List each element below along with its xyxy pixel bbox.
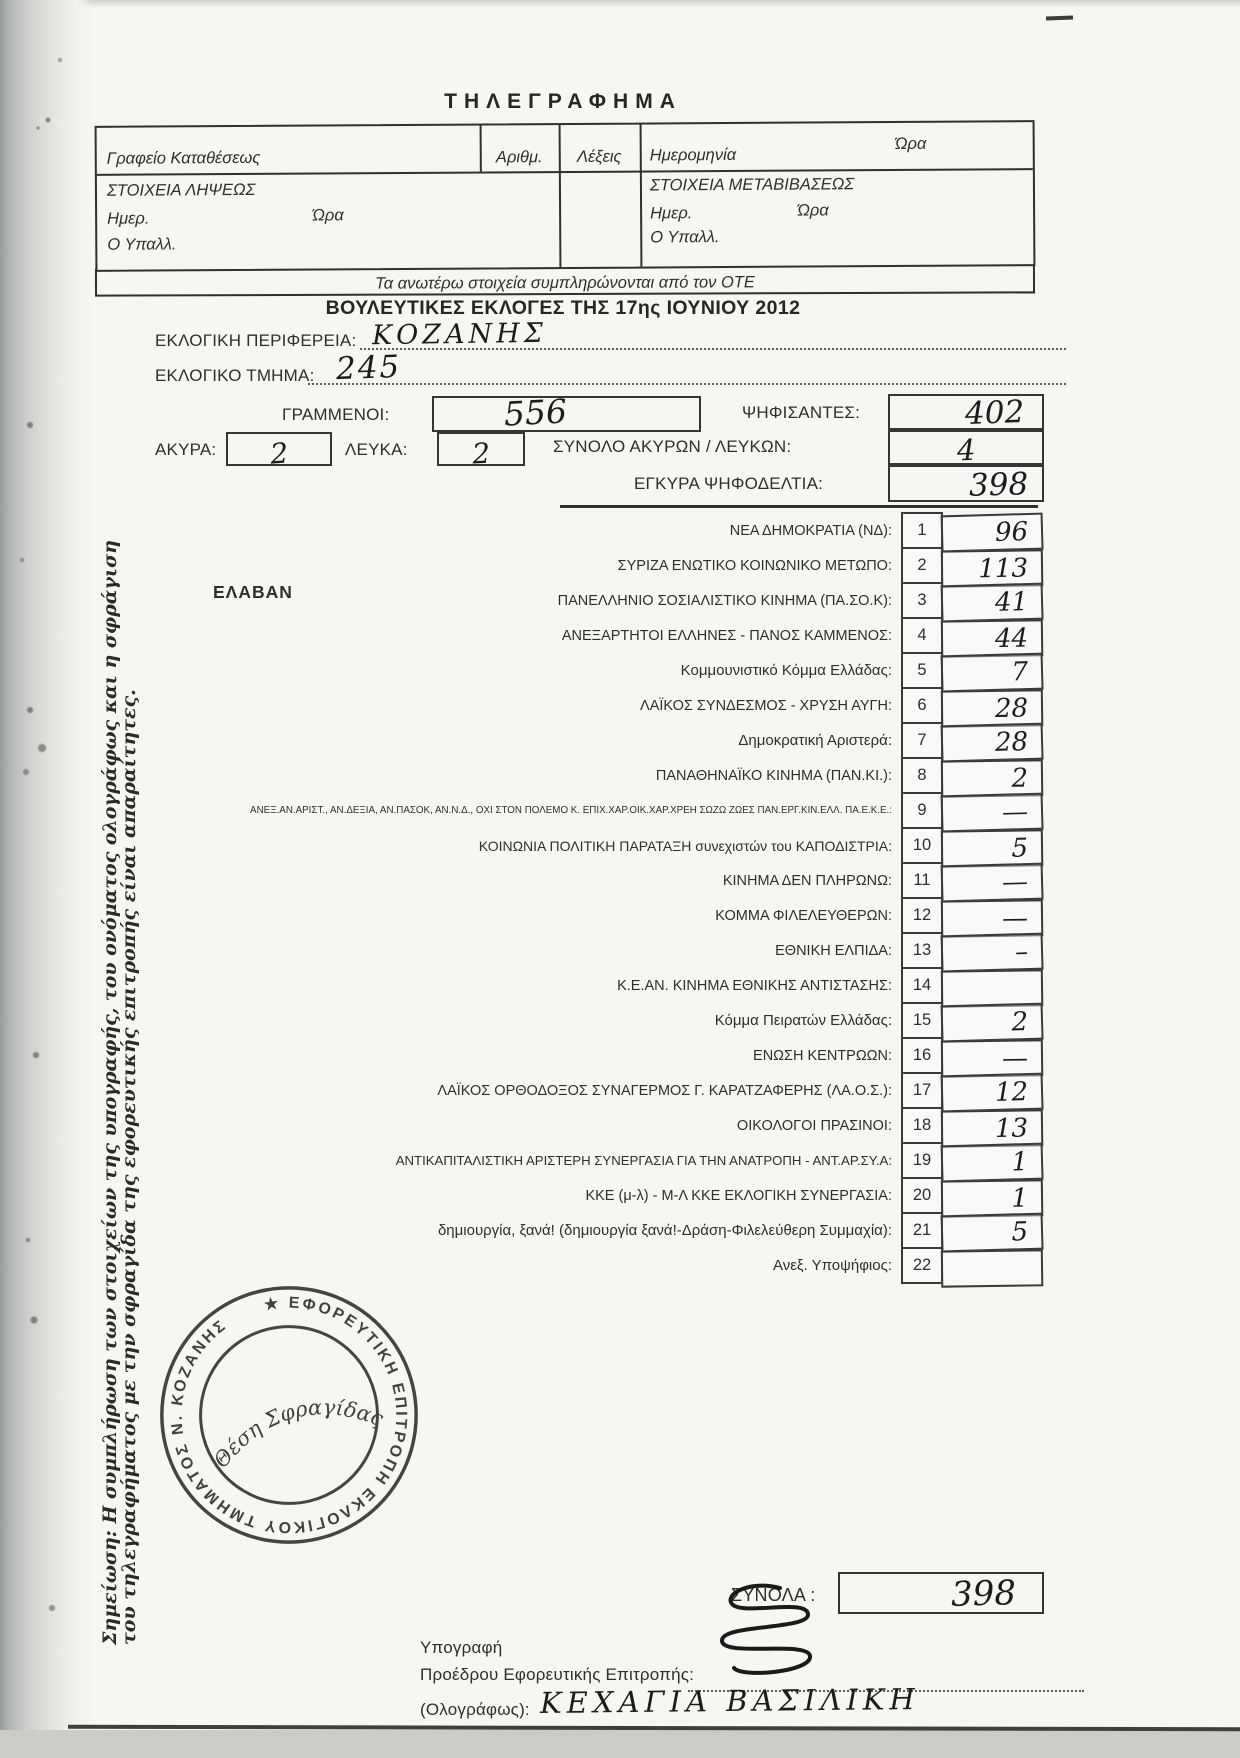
blank-handwritten-value: 2 [471,436,491,470]
party-votes-cell: 2 [941,759,1044,797]
party-row [105,687,1043,724]
party-number-cell: 20 [901,1177,943,1214]
valid-ballots-label: ΕΓΚΥΡΑ ΨΗΦΟΔΕΛΤΙΑ: [634,474,824,493]
party-label: ΑΝΕΞ.ΑΝ.ΑΡΙΣΤ., ΑΝ.ΔΕΞΙΑ, ΑΝ.ΠΑΣΟΚ, ΑΝ.Ν.Δ., ΟΧΙ ΣΤΟΝ ΠΟΛΕΜΟ Κ. ΕΠΙΧ.ΧΑΡ.ΟΙΚ.ΧΑΡ.ΧΡΕΗ ΣΩΖΩ ΖΩΕΣ ΠΑΝ.ΕΡΓ.ΚΙΝ.ΕΛΛ. ΠΑ.Ε.Κ.Ε.: [250,805,892,816]
time-column-label: Ώρα [894,134,927,153]
party-label: ΟΙΚΟΛΟΓΟΙ ΠΡΑΣΙΝΟΙ: [736,1117,892,1134]
registered-handwritten-value: 556 [502,390,568,434]
section-label: ΕΚΛΟΓΙΚΟ ΤΜΗΜΑ: [155,366,315,385]
party-votes-cell [941,1249,1044,1287]
words-column-label: Λέξεις [576,147,622,166]
party-number-cell: 19 [901,1142,943,1179]
party-votes-cell: 7 [941,653,1044,693]
party-row [105,862,1043,899]
blank-box [437,432,525,470]
party-votes-cell: – [941,933,1044,973]
registered-label: ΓΡΑΜΜΕΝΟΙ: [282,405,390,424]
party-row [105,547,1043,584]
party-number-cell: 7 [901,722,943,759]
party-number-cell: 22 [901,1247,943,1284]
party-row [105,827,1043,864]
party-row [105,617,1043,654]
party-number-cell: 13 [901,932,943,969]
fullname-handwritten-value: ΚΕΧΑΓΙΑ ΒΑΣΙΛΙΚΗ [539,1682,920,1720]
party-label: ΠΑΝΑΘΗΝΑΪΚΟ ΚΙΝΗΜΑ (ΠΑΝ.ΚΙ.): [655,767,892,784]
party-number-cell: 5 [901,652,943,689]
invalid-handwritten-value: 2 [269,435,290,471]
stamp-ring-text: ★ ΕΦΟΡΕΥΤΙΚΗ ΕΠΙΤΡΟΠΗ ΕΚΛΟΓΙΚΟΥ ΤΜΗΜΑΤΟΣ Ν. ΚΟΖΑΝΗΣ [168,1294,410,1536]
party-votes-cell: 5 [941,829,1044,867]
party-label: ΚΟΙΝΩΝΙΑ ΠΟΛΙΤΙΚΗ ΠΑΡΑΤΑΞΗ συνεχιστών του ΚΑΠΟΔΙΣΤΡΙΑ: [478,837,892,854]
party-row [105,1107,1043,1144]
committee-stamp [108,1234,469,1595]
totals-label: ΣΥΝΟΛΑ : [731,1585,816,1605]
president-signature [684,1580,834,1692]
party-label: ΛΑΪΚΟΣ ΣΥΝΔΕΣΜΟΣ - ΧΡΥΣΗ ΑΥΓΗ: [640,697,892,714]
party-row [105,757,1043,794]
invalid-label: ΑΚΥΡΑ: [155,440,217,459]
party-row [105,1037,1043,1074]
party-number-cell: 18 [901,1107,943,1144]
transmission-time-label: Ώρα [797,201,829,220]
party-votes-cell: 2 [941,1003,1044,1043]
reception-time-label: Ώρα [312,206,344,225]
telegram-routing-table [95,120,1036,272]
party-number-cell: 17 [901,1072,943,1109]
sum-invalid-blank-handwritten-value: 4 [956,432,976,467]
party-label: Κόμμα Πειρατών Ελλάδας: [714,1012,892,1029]
district-label: ΕΚΛΟΓΙΚΗ ΠΕΡΙΦΕΡΕΙΑ: [155,331,357,350]
party-row [105,1002,1043,1039]
signature-caption-line2: Προέδρου Εφορευτικής Επιτροπής: [420,1665,695,1684]
voted-label: ΨΗΦΙΣΑΝΤΕΣ: [742,403,861,422]
party-votes-cell: 12 [941,1073,1044,1113]
party-votes-cell: — [941,1039,1044,1077]
reception-clerk-label: Ο Υπαλλ. [107,235,177,254]
party-votes-cell: 44 [941,619,1044,657]
party-votes-cell: 1 [941,1179,1044,1217]
valid-ballots-box [888,465,1044,502]
totals-handwritten-value: 398 [950,1573,1017,1615]
district-handwritten-value: ΚΟΖΑΝΗΣ [371,317,548,352]
party-row [105,512,1043,549]
scan-mark-top-right [1046,16,1073,21]
party-label: ΑΝΤΙΚΑΠΙΤΑΛΙΣΤΙΚΗ ΑΡΙΣΤΕΡΗ ΣΥΝΕΡΓΑΣΙΑ ΓΙΑ ΤΗΝ ΑΝΑΤΡΟΠΗ - ΑΝΤ.ΑΡ.ΣΥ.Α: [395,1153,892,1168]
party-label: ΚΚΕ (μ-λ) - Μ-Λ ΚΚΕ ΕΚΛΟΓΙΚΗ ΣΥΝΕΡΓΑΣΙΑ: [585,1187,892,1204]
party-votes-cell: 1 [941,1143,1044,1183]
side-note [101,485,139,1645]
party-row [105,652,1043,689]
registered-box [432,390,701,434]
number-column-label: Αριθμ. [495,148,543,167]
blank-label: ΛΕΥΚΑ: [345,440,408,459]
party-row [105,792,1043,829]
party-label: ΚΙΝΗΜΑ ΔΕΝ ΠΛΗΡΩΝΩ: [722,872,892,889]
table-header-line [97,168,1033,176]
party-label: Ανεξ. Υποψήφιος: [772,1257,892,1274]
party-votes-cell: — [941,863,1044,903]
party-label: Δημοκρατική Αριστερά: [738,732,892,749]
document-title: ΤΗΛΕΓΡΑΦΗΜΑ [444,90,682,113]
party-number-cell: 21 [901,1212,943,1249]
ote-note-text: Τα ανωτέρω στοιχεία συμπληρώνονται από τον ΟΤΕ [375,273,755,293]
party-votes-cell: 41 [941,583,1044,623]
party-label: Κομμουνιστικό Κόμμα Ελλάδας: [680,662,892,679]
party-number-cell: 3 [901,582,943,619]
party-row [105,1177,1043,1214]
party-row [105,1212,1043,1249]
side-note-line1: Σημείωση: Η συμπλήρωση των στοιχείων της υπογραφής, του ονόματος ολογράφως και η σφράγιση [99,540,121,1645]
party-label: ΚΟΜΜΑ ΦΙΛΕΛΕΥΘΕΡΩΝ: [715,907,892,924]
party-label: ΕΝΩΣΗ ΚΕΝΤΡΩΩΝ: [753,1047,892,1064]
results-separator-line [560,505,1038,508]
sum-invalid-blank-label: ΣΥΝΟΛΟ ΑΚΥΡΩΝ / ΛΕΥΚΩΝ: [553,437,792,456]
section-dotted-line [308,383,1066,385]
table-vline-3 [640,125,643,267]
party-votes-cell [941,969,1044,1007]
party-row [105,722,1043,759]
received-votes-label: ΕΛΑΒΑΝ [213,582,293,602]
party-row [105,932,1043,969]
party-number-cell: 2 [901,547,943,584]
party-label: ΕΘΝΙΚΗ ΕΛΠΙΔΑ: [775,942,892,959]
election-heading: ΒΟΥΛΕΥΤΙΚΕΣ ΕΚΛΟΓΕΣ ΤΗΣ 17ης ΙΟΥΝΙΟΥ 2012 [325,297,801,319]
party-votes-cell: 28 [941,689,1044,727]
party-row [105,897,1043,934]
fullname-label: (Ολογράφως): [420,1700,530,1719]
party-votes-cell: 96 [941,513,1044,553]
totals-box [838,1572,1044,1614]
stamp-center-text: Θέση Σφραγίδας [208,1395,387,1473]
party-row [105,1072,1043,1109]
voted-handwritten-value: 402 [964,393,1025,433]
party-label: ΛΑΪΚΟΣ ΟΡΘΟΔΟΞΟΣ ΣΥΝΑΓΕΡΜΟΣ Γ. ΚΑΡΑΤΖΑΦΕΡΗΣ (ΛΑ.Ο.Σ.): [437,1082,892,1099]
party-number-cell: 1 [901,512,943,549]
party-number-cell: 9 [901,792,943,829]
valid-ballots-handwritten-value: 398 [968,465,1029,504]
deposit-office-label: Γραφείο Καταθέσεως [106,148,261,168]
party-number-cell: 15 [901,1002,943,1039]
transmission-clerk-label: Ο Υπαλλ. [650,228,720,247]
date-column-label: Ημερομηνία [649,145,737,165]
scan-edge-artifact-bottom-band [0,1730,1240,1758]
party-number-cell: 14 [901,967,943,1004]
sum-invalid-blank-box [888,430,1044,465]
party-label: ΠΑΝΕΛΛΗΝΙΟ ΣΟΣΙΑΛΙΣΤΙΚΟ ΚΙΝΗΜΑ (ΠΑ.ΣΟ.Κ): [557,592,892,609]
party-number-cell: 8 [901,757,943,794]
party-votes-cell: — [941,899,1044,937]
scan-edge-artifact-top [0,0,1240,8]
party-label: Κ.Ε.ΑΝ. ΚΙΝΗΜΑ ΕΘΝΙΚΗΣ ΑΝΤΙΣΤΑΣΗΣ: [617,977,892,994]
signature-caption-line1: Υπογραφή [420,1638,503,1657]
party-votes-cell: — [941,793,1044,833]
party-label: δημιουργία, ξανά! (δημιουργία ξανά!-Δράση-Φιλελεύθερη Συμμαχία): [437,1222,892,1239]
party-label: ΝΕΑ ΔΗΜΟΚΡΑΤΙΑ (ΝΔ): [729,522,892,539]
transmission-section-title: ΣΤΟΙΧΕΙΑ ΜΕΤΑΒΙΒΑΣΕΩΣ [649,175,855,195]
table-vline-2 [559,125,562,267]
party-number-cell: 10 [901,827,943,864]
scan-edge-artifact-left [0,0,92,1758]
party-number-cell: 16 [901,1037,943,1074]
party-number-cell: 12 [901,897,943,934]
section-handwritten-value: 245 [335,348,402,388]
transmission-date-label: Ημερ. [650,204,693,223]
party-row [105,1142,1043,1179]
party-label: ΣΥΡΙΖΑ ΕΝΩΤΙΚΟ ΚΟΙΝΩΝΙΚΟ ΜΕΤΩΠΟ: [617,557,892,574]
party-results-table [105,512,1043,1284]
voted-box [888,393,1044,433]
party-number-cell: 11 [901,862,943,899]
party-votes-cell: 28 [941,723,1044,763]
party-row [105,582,1043,619]
party-number-cell: 4 [901,617,943,654]
party-votes-cell: 5 [941,1213,1044,1253]
party-votes-cell: 113 [941,549,1044,587]
side-note-line2: του τηλεγραφήματος με την σφραγίδα της εφορευτικής επιτροπής είναι απαραίτητες. [118,689,140,1645]
party-votes-cell: 13 [941,1109,1044,1147]
ote-note-row [95,265,1035,296]
party-label: ΑΝΕΞΑΡΤΗΤΟΙ ΕΛΛΗΝΕΣ - ΠΑΝΟΣ ΚΑΜΜΕΝΟΣ: [561,627,892,644]
reception-section-title: ΣΤΟΙΧΕΙΑ ΛΗΨΕΩΣ [106,180,256,200]
invalid-box [226,432,332,471]
party-number-cell: 6 [901,687,943,724]
reception-date-label: Ημερ. [107,209,150,228]
party-row [105,967,1043,1004]
